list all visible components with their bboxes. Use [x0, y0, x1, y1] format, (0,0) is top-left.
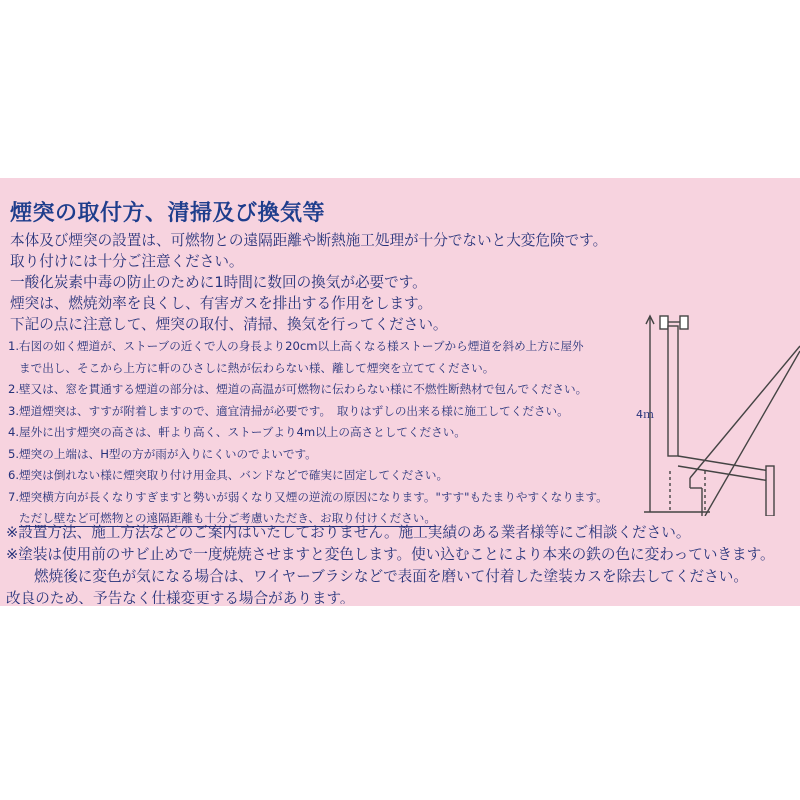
chimney-instructions-panel [0, 178, 800, 606]
point-item-continuation: まで出し、そこから上方に軒のひさしに熱が伝わらない様、離して煙突を立ててください。 [19, 360, 495, 375]
section-title: 煙突の取付方、清掃及び換気等 [10, 201, 326, 226]
point-item: 3.煙道煙突は、すすが附着しますので、適宜清掃が必要です。 取りはずしの出来る様に施工してください。 [8, 403, 569, 418]
numbered-points-list [8, 336, 623, 530]
note-item: ※塗装は使用前のサビ止めで一度焼焼させますと変色します。使い込むことにより本来の鉄の色に変わっていきます。 [6, 546, 775, 563]
point-item: 5.煙突の上端は、H型の方が雨が入りにくいのでよいです。 [8, 446, 317, 461]
intro-line: 下記の点に注意して、煙突の取付、清掃、換気を行ってください。 [10, 316, 448, 333]
roof-line [705, 351, 800, 516]
point-item: 1.右図の如く煙道が、ストーブの近くで人の身長より20cm以上高くなる様ストーブから煙道を斜め上方に屋外 [8, 339, 584, 353]
notes-section [6, 522, 796, 604]
chimney-installation-diagram [630, 306, 800, 516]
note-item-continuation: 燃焼後に変色が気になる場合は、ワイヤーブラシなどで表面を磨いて付着した塗装カスを除去してください。 [34, 568, 748, 585]
note-item: 改良のため、予告なく仕様変更する場合があります。 [6, 590, 355, 604]
point-item-continuation: ただし壁など可燃物との遠隔距離も十分ご考慮いただき、お取り付けください。 [19, 511, 436, 525]
intro-line: 煙突は、燃焼効率を良くし、有害ガスを排出する作用をします。 [10, 295, 433, 312]
intro-line: 取り付けには十分ご注意ください。 [10, 253, 244, 270]
point-item: 2.壁又は、窓を貫通する煙道の部分は、煙道の高温が可燃物に伝わらない様に不燃性断熱材で包んでください。 [8, 382, 588, 396]
point-item: 7.煙突横方向が長くなりすぎますと勢いが弱くなり又煙の逆流の原因になります。"すす"もたまりやすくなります。 [8, 489, 608, 504]
note-item: ※設置方法、施工方法などのご案内はいたしておりません。施工実績のある業者様等にご相談ください。 [6, 524, 691, 541]
chimney-pipe-icon [668, 326, 678, 456]
chimney-cap-icon [660, 316, 668, 329]
intro-line: 一酸化炭素中毒の防止のために1時間に数回の換気が必要です。 [10, 274, 427, 291]
intro-line: 本体及び煙突の設置は、可燃物との遠隔距離や断熱施工処理が十分でないと大変危険です。 [10, 232, 608, 249]
intro-paragraph [10, 230, 700, 335]
height-label: 4ｍ [636, 408, 654, 421]
point-item: 4.屋外に出す煙突の高さは、軒より高く、ストーブより4m以上の高さとしてください。 [8, 425, 466, 439]
point-item: 6.煙突は倒れない様に煙突取り付け用金具、バンドなどで確実に固定してください。 [8, 468, 449, 482]
chimney-diagram-svg [630, 306, 800, 516]
